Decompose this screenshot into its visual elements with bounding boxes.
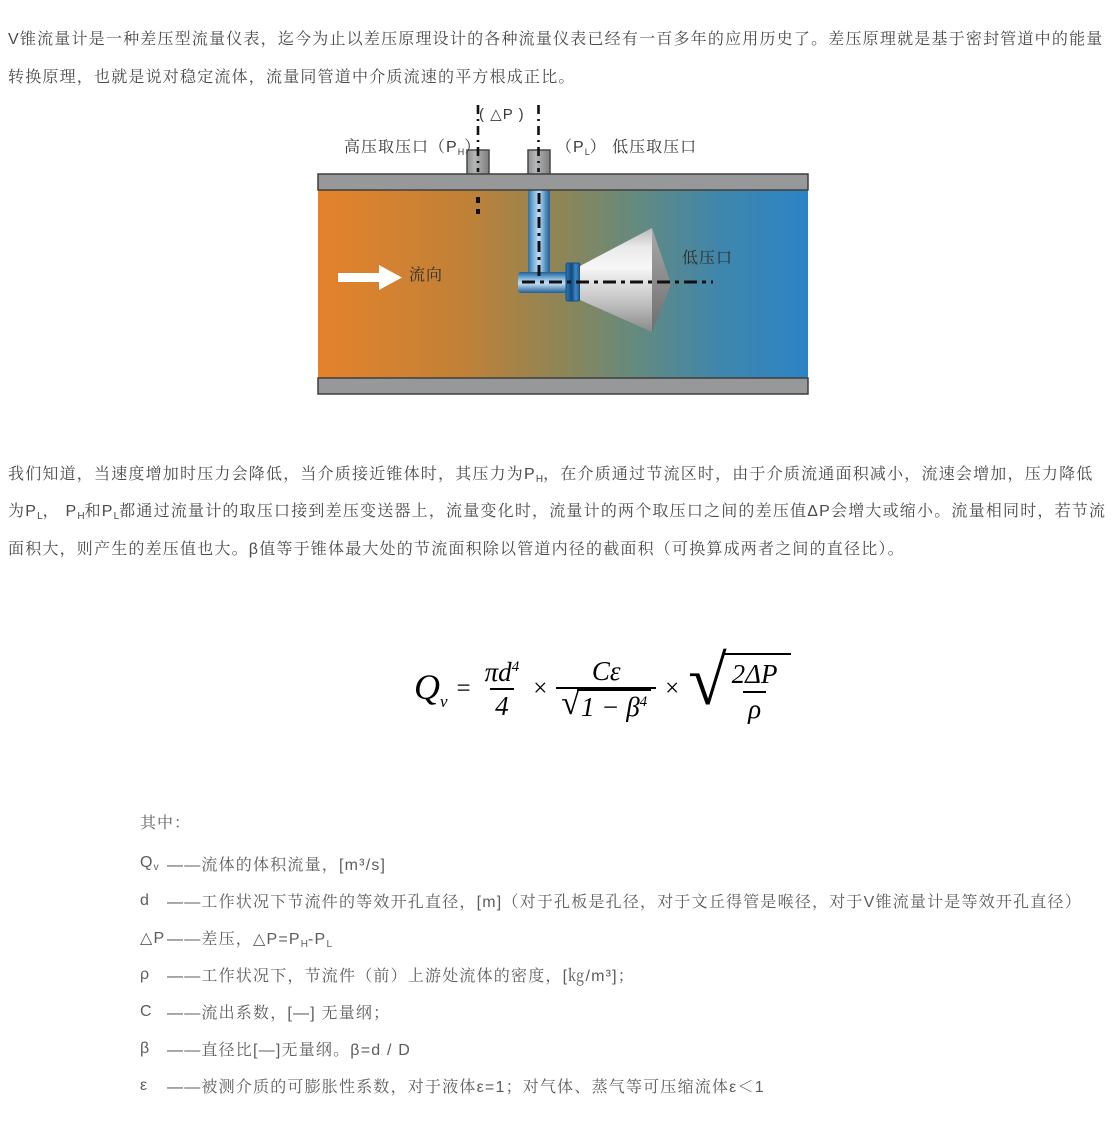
symbol-rho: ρ [140,965,151,983]
high-pressure-tap-label: 高压取压口$(P_H)$ [344,139,482,157]
text-line: 转换原理，也就是说对稳定流体，流量同管道中介质流速的平方根成正比。 [8,69,576,86]
fraction-pi-d4-over-4: $\frac{\pi d^4}{4}$ [484,656,520,721]
equals-sign: = [456,675,471,702]
high-tap-axis-dot [476,209,480,214]
text-line: 面积大，则产生的差压值也大。β值等于锥体最大处的节流面积除以管道内径的截面积（可换算成两者之间的直径比）。 [8,540,905,558]
delta-p-label: ( △P ) [479,106,525,123]
flow-arrow-shaft [338,273,379,282]
definition-row-c [140,993,1082,1030]
low-pressure-tap-label: $(P_L)$ 低压取压口 [556,139,698,157]
definitions-heading: 其中： [140,815,192,832]
explanation-paragraph [8,456,1106,568]
equation-lhs: $Q_v$ [414,666,448,712]
flow-equation [414,644,791,734]
pipe-wall-bottom [318,378,808,394]
fraction-ce-over-sqrt: Cε √ $1 - \beta^4$ [556,655,656,724]
definition-text: ——被测介质的可膨胀性系数，对于液体ε=1；对气体、蒸气等可压缩流体ε＜1 [167,1079,765,1096]
symbol-epsilon: ε [140,1076,149,1094]
definition-text: ——差压，$\triangle P=P_H-P_L$ [167,930,332,950]
intro-paragraph [8,21,1103,97]
sqrt-one-minus-beta4: √ $1 - \beta^4$ [561,689,651,723]
symbol-beta: β [140,1039,151,1057]
symbol-c: C [140,1002,153,1020]
definition-row-qv [140,845,1082,882]
definition-text: ——直径比[—]无量纲。β=d / D [167,1042,412,1059]
definition-text: ——流体的体积流量，[m³/s] [167,857,387,874]
text-line: 我们知道，当速度增加时压力会降低，当介质接近锥体时，其压力为$P_H$，在介质通过节流区时，由于介质流通面积减小，流速会增加，压力降低 [8,466,1094,485]
text-line: V锥流量计是一种差压型流量仪表，迄今为止以差压原理设计的各种流量仪表已经有一百多年的应用历史了。差压原理就是基于密封管道中的能量 [8,31,1104,48]
definitions-list [140,845,1082,1104]
definition-text: ——流出系数，[—] 无量纲； [167,1005,391,1022]
symbol-qv: $Q_v$ [140,854,159,873]
pipe-wall-top [318,174,808,190]
symbol-d: d [140,891,151,909]
multiply-sign: × [533,675,548,702]
low-pressure-port-label: 低压口 [682,250,734,267]
multiply-sign: × [665,675,680,702]
flow-direction-label: 流向 [409,267,444,284]
definition-row-rho [140,956,1082,993]
text-line: 为$P_L$， $P_H$和$P_L$都通过流量计的取压口接到差压变送器上，流量变化时，流量计的两个取压口之间的差压值ΔP会增大或缩小。流量相同时，若节流 [8,503,1107,523]
definition-text: ——工作状况下节流件的等效开孔直径，[m]（对于孔板是孔径，对于文丘得管是喉径，对于V锥流量计是等效开孔直径） [167,894,1082,911]
definition-row-d [140,882,1082,919]
sqrt-2dp-over-rho: √ $\frac{2\Delta P}{\rho}$ [688,653,790,725]
definition-row-dp [140,919,1082,956]
symbol-delta-p: △P [140,929,166,947]
definition-text: ——工作状况下，节流件（前）上游处流体的密度，[㎏/m³]； [167,968,635,985]
high-tap-axis-dot [476,197,480,203]
definition-row-epsilon [140,1067,1082,1104]
definition-row-beta [140,1030,1082,1067]
